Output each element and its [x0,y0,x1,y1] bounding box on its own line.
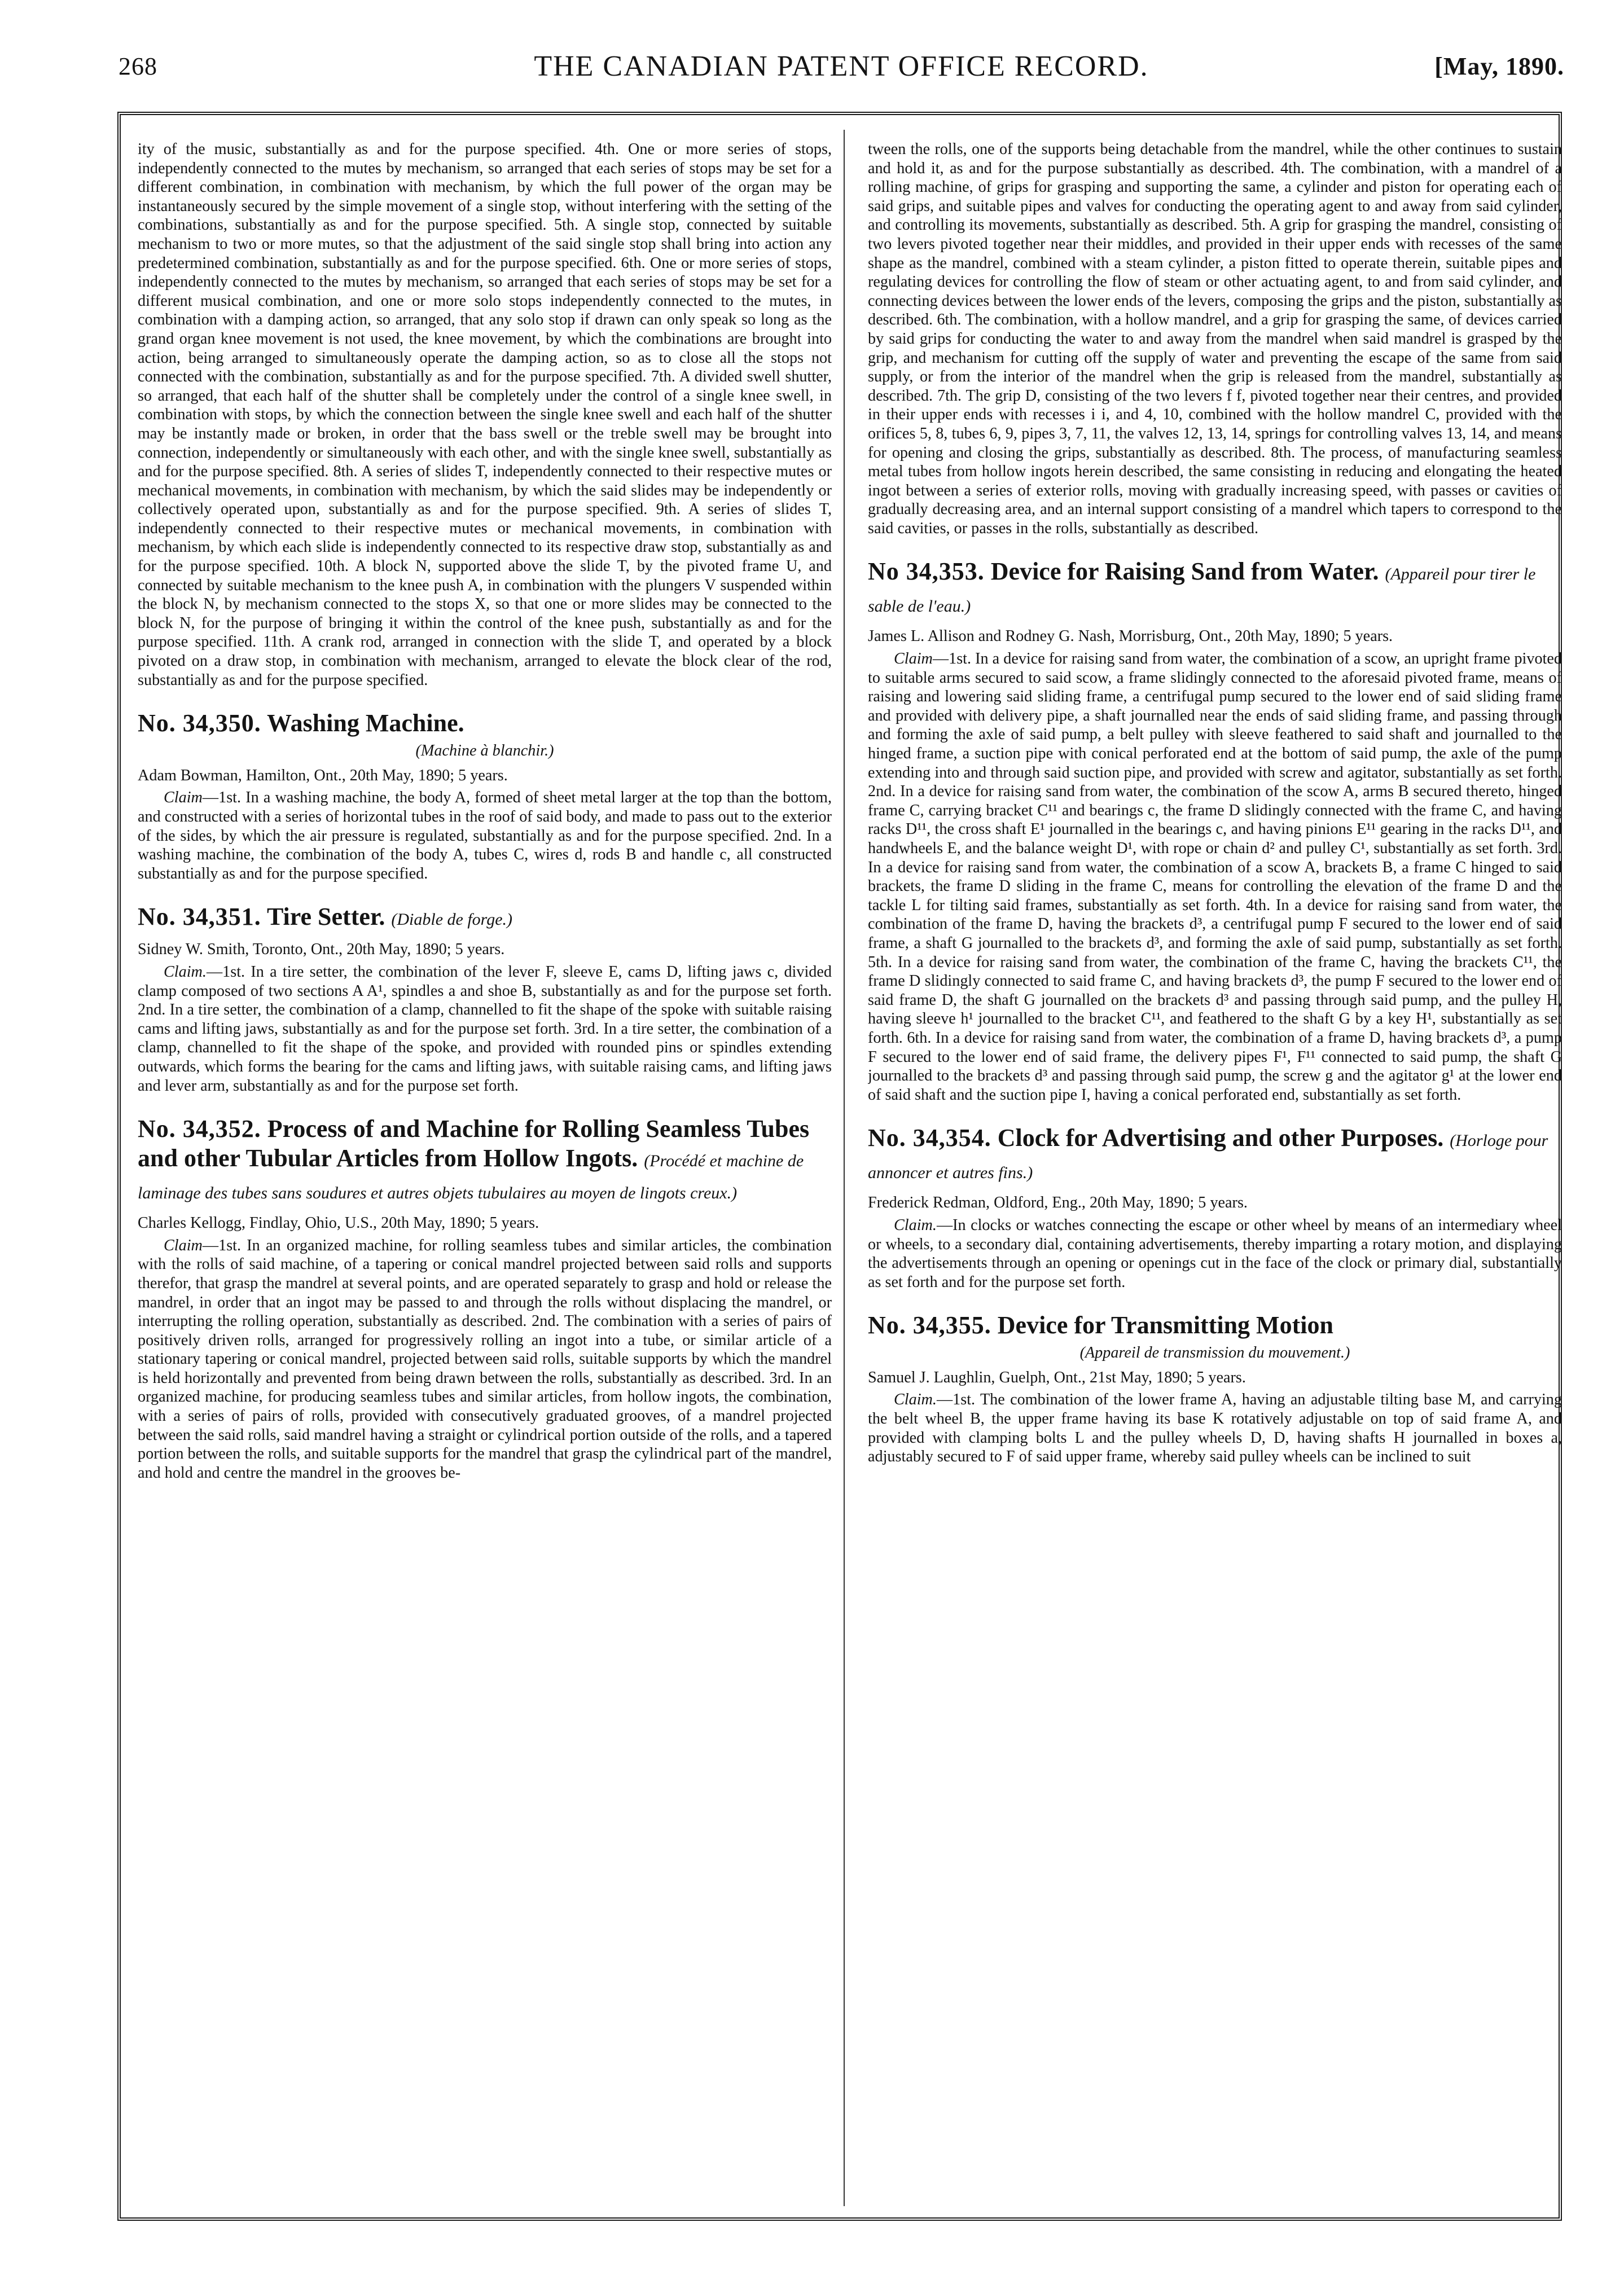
grant-line: Frederick Redman, Oldford, Eng., 20th May, 1890; 5 years. [868,1194,1248,1212]
column-divider [844,130,845,2206]
claim-label: Claim. [164,963,207,981]
patent-heading [868,1123,1562,1188]
patent-title: Washing Machine. [267,709,464,737]
patent-heading [868,1311,1562,1340]
claim-label: Claim [164,1236,203,1254]
grant-line: Charles Kellogg, Findlay, Ohio, U.S., 20th May, 1890; 5 years. [138,1214,539,1232]
claim-body: —1st. In a washing machine, the body A, formed of sheet metal larger at the top than the bottom, and constructed with a series of horizontal tubes in the roof of said body, and made to pass out to the exterior of the sides, by which the air pressure is regulated, substantially as and for the purpose specified. 2nd. In a washing machine, the combination of the body A, tubes C, wires d, rods B and handle c, all constructed substantially as and for the purpose specified. [138,789,832,882]
claim-body: —1st. In an organized machine, for rolling seamless tubes and similar articles, the combination with the rolls of said machine, of a tapering or conical mandrel projected between said rolls and supports therefor, that grasp the mandrel at several points, and are operated separately to grasp and hold or release the mandrel, in order that an ingot may be passed to and through the rolls without displacing the mandrel, or interrupting the rolling operation, substantially as described. 2nd. The combination with a series of pairs of positively driven rolls, arranged for progressively rolling an ingot into a tube, or similar article of a stationary tapering or conical mandrel, projected between said rolls, suitable supports by which the mandrel is held horizontally and prevented from being drawn between the rolls, substantially as described. 3rd. In an organized machine, for producing seamless tubes and similar articles, from hollow ingots, the combination, with a series of pairs of rolls, provided with consecutively graduated grooves, of a mandrel projected between the said rolls, said mandrel having a straight or cylindrical portion outside of the rolls, and a tapered portion between the rolls, and suitable supports for the mandrel that grasp the cylindrical part of the mandrel, and hold and centre the mandrel in the grooves be- [138,1236,832,1482]
patent-heading [138,902,832,934]
claim-text [138,963,832,1095]
patent-number: No. 34,355. [868,1311,991,1339]
patent-entry-34351 [138,902,832,1095]
grant-line: James L. Allison and Rodney G. Nash, Morrisburg, Ont., 20th May, 1890; 5 years. [868,627,1393,645]
patent-heading [138,1114,832,1208]
patent-number: No. 34,354. [868,1124,991,1152]
patent-title: Clock for Advertising and other Purposes. [997,1124,1444,1152]
left-column [138,140,832,2205]
french-title: (Appareil de transmission du mouvement.) [1079,1344,1350,1362]
patent-number: No. 34,352. [138,1115,261,1143]
claim-text [868,1216,1562,1292]
claim-label: Claim [164,789,203,807]
claim-body: —1st. In a device for raising sand from water, the combination of a scow, an upright frame pivoted to suitable arms secured to said scow, a frame slidingly connected to the aforesaid pivoted frame, means of raising and lowering said sliding frame, a centrifugal pump secured to the lower end of said sliding frame and provided with delivery pipe, a shaft journalled near the ends of said sliding frame, and passing through and forming the axle of said pump, a belt pulley with sleeve feathered to said shaft and journalled to the hinged frame, a suction pipe with conical perforated end at the bottom of said pump, the axle of the pump extending into and through said suction pipe, and provided with screw and agitator, substantially as set forth. 2nd. In a device for raising sand from water, the combination of the scow A, arms B secured thereto, hinged frame C, carrying bracket C¹¹ and bearings c, the frame D slidingly connected with the frame C, and having racks D¹¹, the cross shaft E¹ journalled in the bearings c, and having pinions E¹¹ gearing in the racks D¹¹, and handwheels E, and the balance weight D¹, with rope or chain d² and pulley C¹, substantially as set forth. 3rd. In a device for raising sand from water, the combination of a scow A, brackets B, a frame C hinged to said brackets, the frame D sliding in the frame C, means for controlling the elevation of the frame D and the tackle L for tilting said frames, substantially as set forth. 4th. In a device for raising sand from water, the combination of the frame D, having the brackets d³, a centrifugal pump F secured to the lower end of said frame, a shaft G journalled to the brackets d³, and forming the axle of said pump, substantially as set forth. 5th. In a device for raising sand from water, the combination of the frame C, having the brackets C¹¹, the frame D slidingly connected to said frame C, and having brackets d³, the pump F secured to the lower end of said frame D, the shaft G journalled on the brackets d³ and passing through said pump, and the pulley H, having sleeve h¹ journalled to the bracket C¹¹, and feathered to the shaft G by a key H¹, substantially as set forth. 6th. In a device for raising sand from water, the combination of a frame D, having brackets d³, a pump F secured to the lower end of said frame, the delivery pipes F¹, F¹¹ connected to said pump, the shaft G journalled to the brackets d³ and passing through said pump, the screw g and the agitator g¹ at the lower end of said shaft and the suction pipe I, having a conical perforated end, substantially as set forth. [868,650,1562,1104]
grant-line: Adam Bowman, Hamilton, Ont., 20th May, 1890; 5 years. [138,766,508,784]
french-title: (Diable de forge.) [391,910,513,929]
continued-claim-text: ity of the music, substantially as and for the purpose specified. 4th. One or more series of stops, independently connected to the mutes by mechanism, so arranged that each series of stops may be set for a different combination, in combination with mechanism, by which the full power of the organ may be instantaneously secured by the simple movement of a single stop, without interfering with the setting of the combinations, substantially as and for the purpose specified. 5th. A single stop, connected by suitable mechanism to two or more mutes, so that the adjustment of the said single stop shall bring into action any predetermined combination, substantially as and for the purpose specified. 6th. One or more series of stops, independently connected to the mutes by mechanism, so arranged that each series of stops may be set for a different musical combination, and one or more solo stops independently connected to the mutes, in combination with a damping action, so arranged, that any solo stop if drawn can only speak so long as the grand organ knee movement is not used, the knee movement, by which the combinations are brought into action, being arranged to simultaneously operate the damping action, so as to close all the stops not connected with the combination, substantially as and for the purpose specified. 7th. A divided swell shutter, so arranged, that each half of the shutter shall be completely under the control of a single knee swell, in combination with stops, by which the connection between the single knee swell and each half of the shutter may be instantly made or broken, in order that the bass swell or the treble swell may be brought into connection, independently or simultaneously with each other, and with the single knee swell, substantially as and for the purpose specified. 8th. A series of slides T, independently connected to their respective mutes or mechanical movements, in combination with mechanism, by which the said slides may be independently or collectively operated upon, substantially as and for the purpose specified. 9th. A series of slides T, independently connected to their respective mutes or mechanical movements, in combination with mechanism, by which each slide is independently connected to its respective draw stop, substantially as and for the purpose specified. 10th. A block N, supported above the slide T, by the pivoted frame U, and connected by suitable mechanism to the knee push A, in combination with the plungers V suspended within the block N, by mechanism connected to the stops X, so that one or more slides may be connected to the block N, for the purpose of bringing it within the control of the knee push, substantially as and for the purpose specified. 11th. A crank rod, arranged in connection with the slide T, and operated by a block pivoted on a draw stop, in combination with mechanism, arranged to elevate the block clear of the rod, substantially as and for the purpose specified. [138,140,832,689]
running-header [118,50,1564,84]
patent-number: No. 34,350. [138,709,261,737]
patent-entry-34355 [868,1311,1562,1466]
claim-text [138,1236,832,1483]
claim-label: Claim [894,650,933,668]
issue-date: [May, 1890. [1434,52,1564,80]
patent-number: No 34,353. [868,557,985,586]
claim-body: —1st. In a tire setter, the combination of the lever F, sleeve E, cams D, lifting jaws c, divided clamp composed of two sections A A¹, spindles a and shoe B, substantially as and for the purpose set forth. 2nd. In a tire setter, the combination of a clamp, channelled to fit the shape of the spoke with suitable raising cams and lifting jaws, substantially as and for the purpose set forth. 3rd. In a tire setter, the combination of a clamp, channelled to fit the shape of the spoke, and provided with rounded pins or spindles extending outwards, which forms the bearing for the cams and lifting jaws, with suitable raising cams, and lifting jaws and lever arm, substantially as and for the purpose set forth. [138,963,832,1095]
grant-line: Sidney W. Smith, Toronto, Ont., 20th May, 1890; 5 years. [138,941,505,959]
claim-text [868,1390,1562,1466]
page-number: 268 [118,52,157,80]
grant-line: Samuel J. Laughlin, Guelph, Ont., 21st May, 1890; 5 years. [868,1368,1246,1386]
patent-entry-34350 [138,709,832,883]
patent-heading [868,557,1562,621]
claim-text [868,649,1562,1104]
claim-body: —1st. The combination of the lower frame A, having an adjustable tilting base M, and carrying the belt wheel B, the upper frame having its base K rotatively adjustable on top of said frame A, and provided with clamping bolts L and the pulley wheels D, D, having shafts H journalled in boxes a, adjustably secured to F of said upper frame, whereby said pulley wheels can be inclined to suit [868,1391,1562,1466]
right-column [868,140,1562,2205]
publication-title: THE CANADIAN PATENT OFFICE RECORD. [534,50,1149,82]
french-title: (Horloge pour annoncer et autres fins.) [868,1131,1548,1183]
patent-entry-34353 [868,557,1562,1104]
patent-entry-34354 [868,1123,1562,1292]
patent-title: Device for Raising Sand from Water. [990,557,1379,586]
claim-body: —In clocks or watches connecting the escape or other wheel by means of an intermediary wheel or wheels, to a secondary dial, containing advertisements, thereby imparting a rotary motion, and displaying the advertisements through an opening or openings cut in the face of the clock or primary dial, substantially as set forth and for the purpose set forth. [868,1216,1562,1291]
patent-entry-34352 [138,1114,832,1482]
patent-title: Tire Setter. [267,903,385,931]
patent-heading [138,709,832,738]
claim-label: Claim. [894,1216,937,1234]
continued-claim-text: tween the rolls, one of the supports being detachable from the mandrel, while the other continues to sustain and hold it, as and for the purpose substantially as described. 4th. The combination, with a mandrel of a rolling machine, of grips for grasping and supporting the same, a cylinder and piston for operating each of said grips, and suitable pipes and valves for conducting the operating agent to and away from said cylinder, and controlling its movements, substantially as described. 5th. A grip for grasping the mandrel, consisting of two levers pivoted together near their middles, and provided in their upper ends with recesses of the same shape as the mandrel, combined with a steam cylinder, a piston fitted to operate therein, suitable pipes and regulating devices for controlling the flow of steam or other actuating agent, to and from said cylinder, and connecting devices between the lower ends of the levers, composing the grips and the piston, substantially as described. 6th. The combination, with a hollow mandrel, and a grip for grasping the same, of devices carried by said grips for conducting the water to and away from the mandrel when said mandrel is grasped by the grip, and mechanism for cutting off the supply of water and preventing the escape of the same from said supply, or from the interior of the mandrel when the grip is released from the mandrel, substantially as described. 7th. The grip D, consisting of the two levers f f, pivoted together near their centres, and provided in their upper ends with recesses i i, and 4, 10, combined with the hollow mandrel C, provided with the orifices 5, 8, tubes 6, 9, pipes 3, 7, 11, the valves 12, 13, 14, springs for controlling valves 13, 14, and means for opening and closing the grips, substantially as described. 8th. The process, of manufacturing seamless metal tubes from hollow ingots herein described, the same consisting in reducing and elongating the heated ingot between a series of exterior rolls, moving with gradually increasing speed, with passes or cavities of gradually decreasing area, and an internal support consisting of a mandrel which tapers to correspond to the said cavities, or passes in the rolls, substantially as described. [868,140,1562,537]
patent-title: Process of and Machine for Rolling Seamless Tubes and other Tubular Articles from Hollow Ingots. [138,1115,810,1172]
claim-label: Claim. [894,1391,937,1409]
patent-title: Device for Transmitting Motion [997,1311,1333,1339]
patent-number: No. 34,351. [138,903,261,931]
french-title: (Appareil pour tirer le sable de l'eau.) [868,565,1536,616]
claim-text [138,788,832,883]
french-title: (Procédé et machine de laminage des tubes sans soudures et autres objets tubulaires au moyen de lingots creux.) [138,1152,804,1203]
french-title: (Machine à blanchir.) [415,742,554,760]
